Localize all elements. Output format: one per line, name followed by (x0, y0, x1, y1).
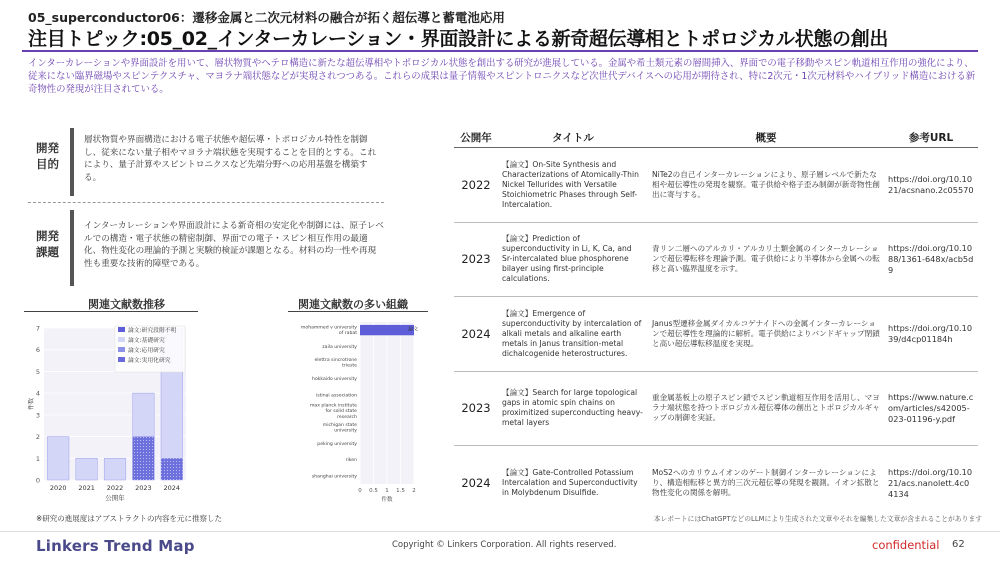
org-label: michigan state university (322, 422, 357, 434)
x-axis-label: 公開年 (105, 494, 125, 502)
row-url-link[interactable]: https://doi.org/10.1039/d4cp01184h (884, 297, 978, 372)
block-divider (28, 202, 384, 203)
bar-segment (104, 458, 126, 480)
org-label: hokkaido university (312, 377, 357, 383)
legend-swatch (400, 326, 406, 331)
y-tick-label: 6 (35, 346, 40, 355)
challenge-bar (70, 210, 74, 286)
y-tick-label: 2 (35, 433, 40, 442)
row-summary: NiTe2の自己インターカレーションにより、原子層レベルで新たな相や超伝導性の発現を観察。電子供給や格子歪み制御が新奇物性創出に寄与する。 (648, 148, 884, 223)
table-row (454, 446, 978, 521)
purpose-bar (70, 128, 74, 196)
row-year: 2022 (454, 148, 498, 223)
row-url-link[interactable]: https://www.nature.com/articles/s42005-023-01196-y.pdf (884, 371, 978, 446)
table-row (454, 222, 978, 297)
trend-chart-svg (28, 316, 194, 506)
org-chart-title: 関連文献数の多い組織 (298, 298, 408, 311)
row-year: 2023 (454, 222, 498, 297)
challenge-label: 開発課題 (36, 229, 59, 259)
x-tick-label: 2024 (163, 484, 181, 492)
challenge-block (28, 210, 384, 286)
row-title: 【論文】On-Site Synthesis and Characterizations of Atomically-Thin Nickel Tellurides with Versatile Stoichiometric Phases through Self-Intercalation. (498, 148, 648, 223)
row-url-link[interactable]: https://doi.org/10.1021/acs.nanolett.4c04134 (888, 466, 973, 499)
legend-swatch (118, 337, 125, 342)
table-row (454, 371, 978, 446)
legend-swatch (118, 357, 125, 362)
header-year: 公開年 (454, 128, 498, 148)
row-url-link[interactable]: https://doi.org/10.1021/acsnano.2c05570 (884, 148, 978, 223)
org-chart-svg (288, 316, 424, 506)
x-tick-label: 1.5 (396, 488, 405, 494)
org-label: istinai association (315, 393, 357, 399)
y-tick-label: 3 (35, 411, 40, 420)
footnote: ※研究の進展度はアブストラクトの内容を元に推察した (36, 514, 222, 523)
org-label: riken (345, 458, 357, 464)
llm-disclaimer: 本レポートにはChatGPTなどのLLMにより生成された文章やそれを編集した文章が含まれることがあります (653, 515, 982, 523)
x-tick-label: 2020 (49, 484, 67, 492)
x-tick-label: 2022 (106, 484, 124, 492)
challenge-text: インターカレーションや界面設計による新奇相の安定化や制御には、原子レベルでの構造・電子状態の精密制御、界面での電子・スピン相互作用の最適化、物性変化の理論的予測と実験的検証が課題となる。材料の均一性や再現性も重要な技術的障壁である。 (84, 221, 384, 269)
table-row (454, 148, 978, 223)
table-row (454, 297, 978, 372)
row-year: 2024 (461, 476, 491, 490)
copyright-text: Copyright © Linkers Corporation. All rights reserved. (392, 540, 617, 550)
page-title: 注目トピック:05_02_インターカレーション・界面設計による新奇超伝導相とトポロジカル状態の創出 (28, 28, 889, 50)
legend-swatch (118, 327, 125, 332)
brand-logo: Linkers Trend Map (36, 537, 195, 555)
report-subtitle: 05_superconductor06：遷移金属と二次元材料の融合が拓く超伝導と蓄電池応用 (28, 10, 505, 25)
trend-chart-title: 関連文献数推移 (88, 298, 165, 311)
intro-paragraph: インターカレーションや界面設計を用いて、層状物質やヘテロ構造に新たな超伝導相やトポロジカル状態を創出する研究が進展している。金属や希土類元素の層間挿入、界面での電子移動やスピン軌道相互作用の強化により、従来にない臨界磁場やスピンテクスチャ、マヨラナ端状態などが実現されつつある。これらの成果は量子情報やスピントロニクスなど次世代デバイスへの応用が期待され、特に2次元・1次元材料やハイブリッド構造における新奇物性の発現が注目されている。 (28, 58, 976, 95)
legend-label: 論文 (408, 326, 419, 333)
row-title: 【論文】Prediction of superconductivity in Li, K, Ca, and Sr-intercalated blue phosphorene bilayer using first-principle calculations. (498, 222, 648, 297)
legend-swatch (118, 347, 125, 352)
org-label: shanghai university (311, 474, 357, 480)
footer-divider (0, 531, 1000, 532)
x-tick-label: 1 (385, 488, 389, 494)
org-label: zaila university (322, 344, 357, 350)
org-label: peking university (317, 442, 357, 447)
org-label: mohammed v university of rabat (300, 325, 357, 337)
legend-label: 論文:実用化研究 (128, 358, 171, 364)
trend-chart-rule (24, 311, 198, 312)
row-url-link[interactable]: https://doi.org/10.1088/1361-648x/acb5d9 (884, 222, 978, 297)
header-url: 参考URL (884, 128, 978, 148)
header-title: タイトル (498, 128, 648, 148)
org-chart-rule (288, 311, 428, 312)
bar-segment-highlight (161, 458, 183, 480)
purpose-label: 開発目的 (36, 141, 59, 171)
row-summary: 青リン二層へのアルカリ・アルカリ土類金属のインターカレーションで超伝導転移を理論予測。電子供給により半導体から金属への転移と高い臨界温度を示す。 (648, 222, 884, 297)
legend-label: 論文:応用研究 (128, 348, 165, 354)
x-tick-label: 0.5 (369, 488, 378, 494)
y-tick-label: 1 (35, 454, 40, 463)
y-tick-label: 4 (35, 389, 40, 398)
legend-label: 論文:研究段階不明 (128, 328, 177, 334)
x-tick-label: 2023 (135, 484, 152, 492)
x-axis-label: 件数 (381, 497, 393, 503)
trend-chart (28, 316, 194, 506)
org-chart (288, 316, 424, 506)
bar-segment-highlight (133, 437, 155, 480)
page-number: 62 (952, 539, 965, 550)
row-title: 【論文】Search for large topological gaps in atomic spin chains on proximitized superconducting heavy-metal layers (498, 371, 648, 446)
header-summary: 概要 (648, 128, 884, 148)
org-label: elettra sincrotrone trieste (314, 358, 357, 369)
confidential-label: confidential (872, 538, 940, 552)
x-tick-label: 2 (412, 488, 416, 494)
x-tick-label: 0 (358, 488, 362, 494)
purpose-block (28, 128, 384, 196)
row-title: 【論文】Gate-Controlled Potassium Intercalation and Superconductivity in Molybdenum Disulfide. (502, 468, 638, 497)
purpose-text: 層状物質や界面構造における電子状態や超伝導・トポロジカル特性を制御し、従来にない量子相やマヨラナ端状態を実現することを目的とする。これにより、量子計算やスピントロニクスなど先端分野への応用基盤を構築する。 (84, 135, 377, 183)
y-tick-label: 5 (35, 367, 40, 376)
title-divider (22, 50, 978, 52)
row-title: 【論文】Emergence of superconductivity by intercalation of alkali metals and alkaline earth metals in Janus transition-metal dichalcogenide heterostructures. (498, 297, 648, 372)
row-year: 2023 (454, 371, 498, 446)
row-summary: Janus型遷移金属ダイカルコゲナイドへの金属インターカレーションで超伝導性を理論的に解析。電子供給によりバンドギャップ閉鎖と高い超伝導転移温度を実現。 (648, 297, 884, 372)
y-tick-label: 0 (35, 476, 40, 485)
papers-table (454, 128, 978, 520)
row-year: 2024 (454, 297, 498, 372)
y-tick-label: 7 (35, 324, 40, 333)
y-axis-label: 件数 (28, 397, 35, 411)
legend-label: 論文:基礎研究 (128, 338, 165, 344)
row-summary: 重金属基板上の原子スピン鎖でスピン軌道相互作用を活用し、マヨラナ端状態を持つトポロジカル超伝導体の創出とトポロジカルギャップの制御を実証。 (648, 371, 884, 446)
bar-segment (76, 458, 98, 480)
x-tick-label: 2021 (78, 484, 95, 492)
table-header-row (454, 128, 978, 148)
row-summary: MoS2へのカリウムイオンのゲート制御インターカレーションにより、構造相転移と異方的三次元超伝導の発現を観測。イオン拡散と物性変化の関係を解明。 (652, 468, 880, 497)
org-label: max planck institute for solid state research (309, 403, 357, 420)
bar-segment (47, 437, 69, 480)
